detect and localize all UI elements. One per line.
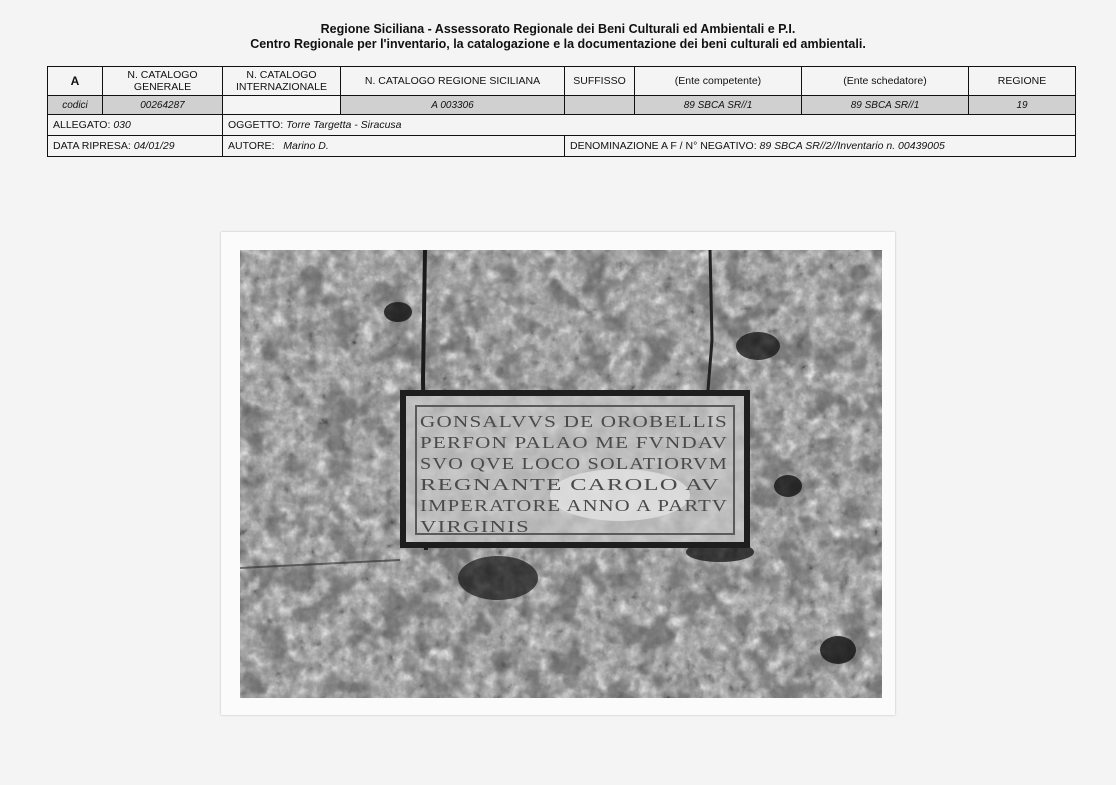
inscription-line-4: REGNANTE CAROLO AV: [420, 475, 720, 494]
regione-value: 19: [969, 96, 1076, 115]
allegato-label: ALLEGATO:: [53, 119, 111, 131]
col-regione-header: REGIONE: [969, 67, 1076, 96]
card-header-row: [48, 67, 1076, 96]
stain-1: [384, 302, 412, 322]
inscription-line-6: VIRGINIS: [420, 517, 530, 536]
data-ripresa-label: DATA RIPRESA:: [53, 140, 131, 152]
denominazione-cell: [565, 136, 1076, 157]
ente-schedatore-value: 89 SBCA SR//1: [802, 96, 969, 115]
suffisso-value: [565, 96, 635, 115]
header-line-1: Regione Siciliana - Assessorato Regionale dei Beni Culturali ed Ambientali e P.I.: [320, 22, 796, 36]
autore-cell: [223, 136, 565, 157]
data-ripresa-cell: [48, 136, 223, 157]
oggetto-label: OGGETTO:: [228, 119, 284, 131]
allegato-value: 030: [113, 119, 131, 131]
autore-value: Marino D.: [283, 140, 329, 152]
allegato-cell: [48, 115, 223, 136]
denominazione-label: DENOMINAZIONE A F / N° NEGATIVO:: [570, 140, 757, 152]
col-catalogo-regione-header: N. CATALOGO REGIONE SICILIANA: [341, 67, 565, 96]
catalogo-internazionale-value: [223, 96, 341, 115]
inscription-line-1: GONSALVVS DE OROBELLIS: [420, 412, 728, 431]
inscription-line-5: IMPERATORE ANNO A PARTV: [420, 496, 728, 515]
header-line-2: Centro Regionale per l'inventario, la catalogazione e la documentazione dei beni culturali ed ambientali.: [250, 37, 866, 51]
stain-5: [820, 636, 856, 664]
catalog-card-table: [47, 66, 1076, 157]
oggetto-cell: [223, 115, 1076, 136]
col-a-header: A: [48, 67, 103, 96]
stone-wall-image: [240, 250, 882, 698]
col-catalogo-generale-header: N. CATALOGO GENERALE: [103, 67, 223, 96]
denominazione-value: 89 SBCA SR//2//Inventario n. 00439005: [759, 140, 945, 152]
inscription-line-2: PERFON PALAO ME FVNDAV: [420, 433, 728, 452]
catalogo-regione-value: A 003306: [341, 96, 565, 115]
inscription-line-3: SVO QVE LOCO SOLATIORVM: [420, 454, 728, 473]
col-suffisso-header: SUFFISSO: [565, 67, 635, 96]
stain-2: [736, 332, 780, 360]
stain-3: [774, 475, 802, 497]
autore-label: AUTORE:: [228, 140, 275, 152]
ente-competente-value: 89 SBCA SR//1: [635, 96, 802, 115]
document-header: [0, 22, 1116, 52]
codes-label: codici: [48, 96, 103, 115]
col-catalogo-internazionale-header: N. CATALOGO INTERNAZIONALE: [223, 67, 341, 96]
card-data-row: [48, 136, 1076, 157]
inscription-photo: [240, 250, 882, 698]
data-ripresa-value: 04/01/29: [133, 140, 175, 152]
oggetto-value: Torre Targetta - Siracusa: [286, 119, 402, 131]
col-ente-competente-header: (Ente competente): [635, 67, 802, 96]
photo-mount: [221, 232, 895, 715]
col-ente-schedatore-header: (Ente schedatore): [802, 67, 969, 96]
card-codes-row: [48, 96, 1076, 115]
card-allegato-row: [48, 115, 1076, 136]
stain-4: [458, 556, 538, 600]
catalogo-generale-value: 00264287: [103, 96, 223, 115]
